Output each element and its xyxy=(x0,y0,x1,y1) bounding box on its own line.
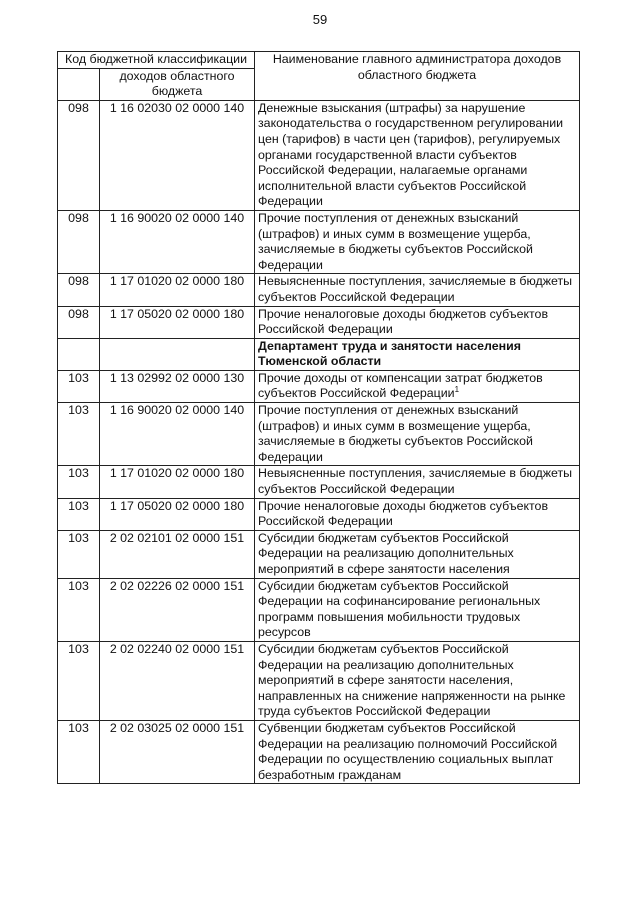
revenue-name-cell xyxy=(255,720,580,783)
revenue-name-cell xyxy=(255,498,580,530)
admin-code-cell: 098 xyxy=(58,306,100,338)
admin-code-cell xyxy=(58,338,100,370)
table-row xyxy=(58,498,580,530)
revenue-name-text: Субсидии бюджетам субъектов Российской Федерации на реализацию дополнительных мероприятий в сфере занятости населения xyxy=(258,530,514,576)
revenue-name-cell xyxy=(255,641,580,720)
admin-code-cell: 103 xyxy=(58,641,100,720)
income-code-cell: 1 17 05020 02 0000 180 xyxy=(100,306,255,338)
revenue-name-text: Прочие поступления от денежных взысканий (штрафов) и иных сумм в возмещение ущерба, зачисляемые в бюджеты субъектов Российской Федерации xyxy=(258,403,533,464)
table-row xyxy=(58,306,580,338)
revenue-name-text: Прочие доходы от компенсации затрат бюджетов субъектов Российской Федерации xyxy=(258,370,543,401)
table-header-row xyxy=(58,52,580,69)
revenue-name-cell xyxy=(255,578,580,641)
income-code-cell: 1 13 02992 02 0000 130 xyxy=(100,370,255,402)
income-code-cell: 1 17 01020 02 0000 180 xyxy=(100,466,255,498)
table-row xyxy=(58,403,580,466)
revenue-name-text: Субвенции бюджетам субъектов Российской Федерации на реализацию полномочий Российской Федерации по осуществлению социальных выплат безработным гражданам xyxy=(258,720,558,782)
admin-code-cell: 103 xyxy=(58,370,100,402)
revenue-name-text: Невыясненные поступления, зачисляемые в бюджеты субъектов Российской Федерации xyxy=(258,274,573,304)
table-row xyxy=(58,210,580,273)
income-code-cell: 1 17 01020 02 0000 180 xyxy=(100,274,255,306)
revenue-name-text: Прочие поступления от денежных взысканий (штрафов) и иных сумм в возмещение ущерба, зачисляемые в бюджеты субъектов Российской Федерации xyxy=(258,210,533,272)
revenue-name-text: Субсидии бюджетам субъектов Российской Федерации на софинансирование региональных программ повышения мобильности трудовых ресурсов xyxy=(258,578,541,640)
revenue-name-text: Департамент труда и занятости населения Тюменской области xyxy=(258,338,521,369)
table-row xyxy=(58,641,580,720)
admin-code-cell: 103 xyxy=(58,578,100,641)
admin-code-cell: 098 xyxy=(58,274,100,306)
admin-code-cell: 098 xyxy=(58,100,100,210)
table-row xyxy=(58,274,580,306)
admin-code-cell: 103 xyxy=(58,498,100,530)
income-code-cell: 1 17 05020 02 0000 180 xyxy=(100,498,255,530)
revenue-name-text: Денежные взыскания (штрафы) за нарушение законодательства о государственном регулировании цен (тарифов) в части цен (тарифов), регулируемых органами государственной власти субъектов Российской Федерации, налагаемые органами исполнительной власти субъектов Российской Федерации xyxy=(258,100,564,209)
admin-code-cell: 103 xyxy=(58,403,100,466)
table-row xyxy=(58,370,580,402)
revenue-name-text: Субсидии бюджетам субъектов Российской Федерации на реализацию дополнительных мероприятий в сфере занятости населения, направленных на снижение напряженности на рынке труда субъектов Российской Федерации xyxy=(258,641,566,719)
section-header-row xyxy=(58,338,580,370)
revenue-name-text: Прочие неналоговые доходы бюджетов субъектов Российской Федерации xyxy=(258,306,549,337)
table-row xyxy=(58,720,580,783)
admin-code-cell: 098 xyxy=(58,210,100,273)
income-code-cell: 2 02 02240 02 0000 151 xyxy=(100,641,255,720)
admin-code-cell: 103 xyxy=(58,466,100,498)
table-row xyxy=(58,530,580,578)
income-code-cell: 1 16 02030 02 0000 140 xyxy=(100,100,255,210)
footnote-marker: 1 xyxy=(454,385,460,395)
income-code-cell: 1 16 90020 02 0000 140 xyxy=(100,403,255,466)
revenue-name-cell xyxy=(255,274,580,306)
revenue-name-cell xyxy=(255,403,580,466)
revenue-name-cell xyxy=(255,306,580,338)
income-code-cell xyxy=(100,338,255,370)
income-code-cell: 1 16 90020 02 0000 140 xyxy=(100,210,255,273)
header-admin-name: Наименование главного администратора доходов областного бюджета xyxy=(255,52,580,101)
table-body xyxy=(58,100,580,784)
page-number: 59 xyxy=(312,12,328,27)
header-income-code: доходов областного бюджета xyxy=(100,68,255,100)
income-code-cell: 2 02 02226 02 0000 151 xyxy=(100,578,255,641)
income-code-cell: 2 02 02101 02 0000 151 xyxy=(100,530,255,578)
admin-code-cell: 103 xyxy=(58,530,100,578)
table-row xyxy=(58,578,580,641)
header-code-group: Код бюджетной классификации xyxy=(58,52,255,69)
revenue-name-cell xyxy=(255,530,580,578)
income-code-cell: 2 02 03025 02 0000 151 xyxy=(100,720,255,783)
revenue-name-cell xyxy=(255,370,580,402)
revenue-name-cell xyxy=(255,210,580,273)
budget-classification-table xyxy=(57,51,580,784)
revenue-name-cell xyxy=(255,466,580,498)
revenue-name-text: Прочие неналоговые доходы бюджетов субъектов Российской Федерации xyxy=(258,498,549,529)
department-name-cell xyxy=(255,338,580,370)
revenue-name-text: Невыясненные поступления, зачисляемые в бюджеты субъектов Российской Федерации xyxy=(258,466,573,497)
table-row xyxy=(58,100,580,210)
revenue-name-cell xyxy=(255,100,580,210)
admin-code-cell: 103 xyxy=(58,720,100,783)
header-admin-code xyxy=(58,68,100,100)
table-row xyxy=(58,466,580,498)
